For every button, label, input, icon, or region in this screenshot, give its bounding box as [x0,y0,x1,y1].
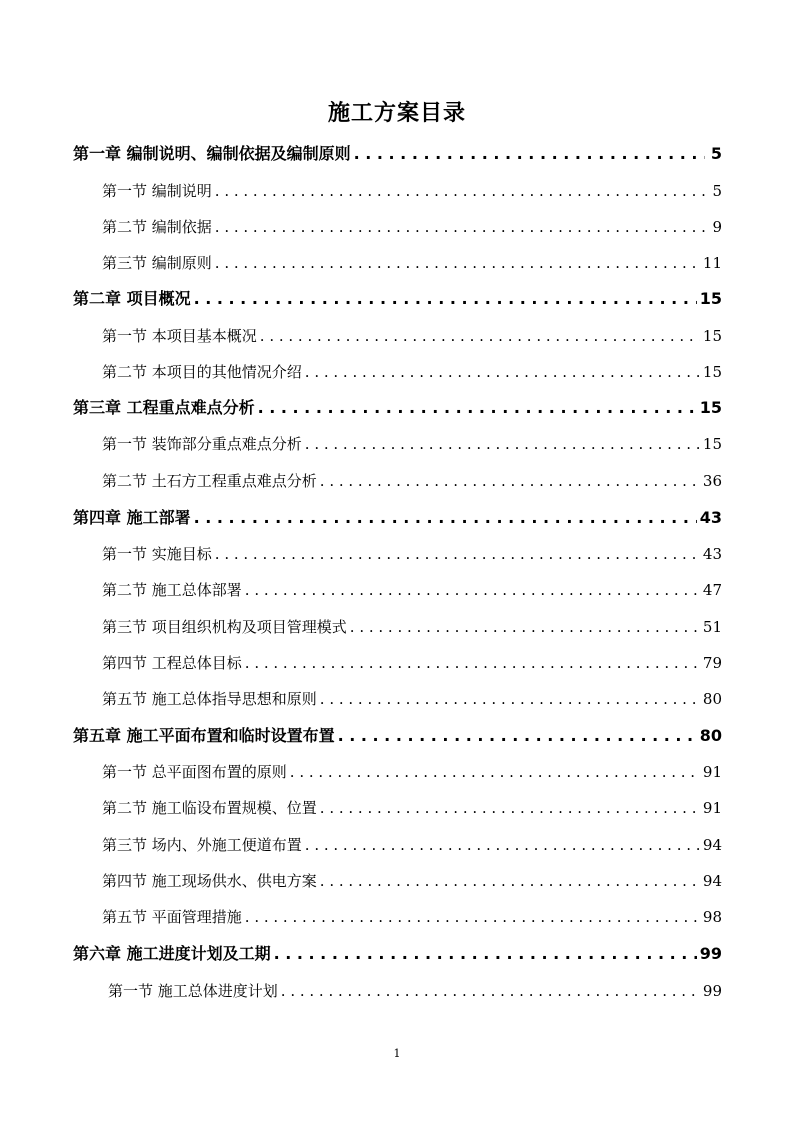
dot-leader [320,796,700,820]
dot-leader [274,942,697,966]
toc-entry-label: 第一节 实施目标 [102,545,212,563]
toc-entry-label: 第一节 装饰部分重点难点分析 [102,435,302,453]
dot-leader [245,651,700,675]
toc-entry-page: 5 [710,144,722,163]
toc-entry-label: 第三章 工程重点难点分析 [73,398,255,417]
toc-entry-page: 5 [712,182,722,200]
toc-entry-page: 43 [702,545,722,563]
toc-entry[interactable] [73,724,722,748]
dot-leader [245,905,700,929]
toc-entry-page: 15 [699,289,722,308]
toc-entry-label: 第三节 场内、外施工便道布置 [102,836,302,854]
toc-entry-page: 47 [702,581,722,599]
toc-entry[interactable] [73,942,722,966]
toc-entry[interactable] [102,469,722,493]
dot-leader [215,179,705,203]
toc-entry-page: 94 [702,872,722,890]
toc-entry-label: 第二节 编制依据 [102,218,212,236]
toc-entry-page: 80 [702,690,722,708]
toc-entry-label: 第三节 编制原则 [102,254,212,272]
toc-entry-label: 第五节 平面管理措施 [102,908,242,926]
dot-leader [338,724,697,748]
toc-entry[interactable] [108,979,722,1003]
toc-entry[interactable] [102,905,722,929]
toc-entry-page: 99 [702,982,722,1000]
toc-entry-page: 91 [702,799,722,817]
toc-entry[interactable] [102,578,722,602]
toc-entry[interactable] [102,796,722,820]
toc-entry-label: 第二节 施工总体部署 [102,581,242,599]
toc-entry[interactable] [102,215,722,239]
toc-entry-label: 第二节 施工临设布置规模、位置 [102,799,317,817]
toc-entry-label: 第四章 施工部署 [73,508,191,527]
dot-leader [305,360,700,384]
toc-entry-label: 第四节 施工现场供水、供电方案 [102,872,317,890]
toc-entry-label: 第一节 本项目基本概况 [102,327,257,345]
toc-entry-page: 51 [702,618,722,636]
toc-entry-page: 94 [702,836,722,854]
dot-leader [215,542,700,566]
toc-entry[interactable] [102,615,722,639]
toc-entry[interactable] [102,687,722,711]
toc-entry-page: 15 [699,398,722,417]
toc-entry-label: 第一节 施工总体进度计划 [108,982,278,1000]
toc-entry[interactable] [102,324,722,348]
toc-entry-page: 36 [702,472,722,490]
dot-leader [320,469,700,493]
dot-leader [305,833,700,857]
toc-entry-page: 80 [699,726,722,745]
dot-leader [305,432,700,456]
toc-entry-label: 第五章 施工平面布置和临时设置布置 [73,726,335,745]
toc-entry[interactable] [102,833,722,857]
toc-entry[interactable] [102,760,722,784]
page-title: 施工方案目录 [327,101,466,126]
toc-entry[interactable] [73,142,722,166]
toc-entry[interactable] [102,651,722,675]
toc-entry-page: 99 [699,944,722,963]
toc-entry-page: 9 [712,218,722,236]
dot-leader [281,979,700,1003]
dot-leader [194,506,697,530]
toc-entry-page: 98 [702,908,722,926]
dot-leader [260,324,700,348]
toc-entry[interactable] [73,506,722,530]
toc-entry-page: 79 [702,654,722,672]
toc-entry-page: 91 [702,763,722,781]
toc-entry-page: 15 [702,363,722,381]
dot-leader [245,578,700,602]
toc-entry-page: 43 [699,508,722,527]
page-number: 1 [393,1047,401,1060]
toc-entry-page: 15 [702,327,722,345]
toc-entry[interactable] [102,869,722,893]
dot-leader [320,687,700,711]
dot-leader [320,869,700,893]
toc-entry-label: 第五节 施工总体指导思想和原则 [102,690,317,708]
toc-entry-label: 第一节 编制说明 [102,182,212,200]
dot-leader [350,615,700,639]
dot-leader [215,215,705,239]
toc-entry-label: 第一章 编制说明、编制依据及编制原则 [73,144,351,163]
dot-leader [354,142,705,166]
dot-leader [258,396,697,420]
toc-entry-page: 15 [702,435,722,453]
toc-entry-label: 第二节 土石方工程重点难点分析 [102,472,317,490]
toc-entry[interactable] [102,179,722,203]
dot-leader [194,287,697,311]
toc-entry-label: 第三节 项目组织机构及项目管理模式 [102,618,347,636]
toc-entry[interactable] [73,287,722,311]
toc-entry-page: 11 [702,254,722,272]
toc-entry-label: 第二节 本项目的其他情况介绍 [102,363,302,381]
dot-leader [290,760,700,784]
toc-entry[interactable] [102,542,722,566]
toc-entry[interactable] [102,360,722,384]
toc-entry-label: 第四节 工程总体目标 [102,654,242,672]
toc-entry[interactable] [102,251,722,275]
toc-entry[interactable] [102,432,722,456]
toc-entry[interactable] [73,396,722,420]
toc-entry-label: 第六章 施工进度计划及工期 [73,944,271,963]
dot-leader [215,251,700,275]
toc-entry-label: 第二章 项目概况 [73,289,191,308]
toc-entry-label: 第一节 总平面图布置的原则 [102,763,287,781]
